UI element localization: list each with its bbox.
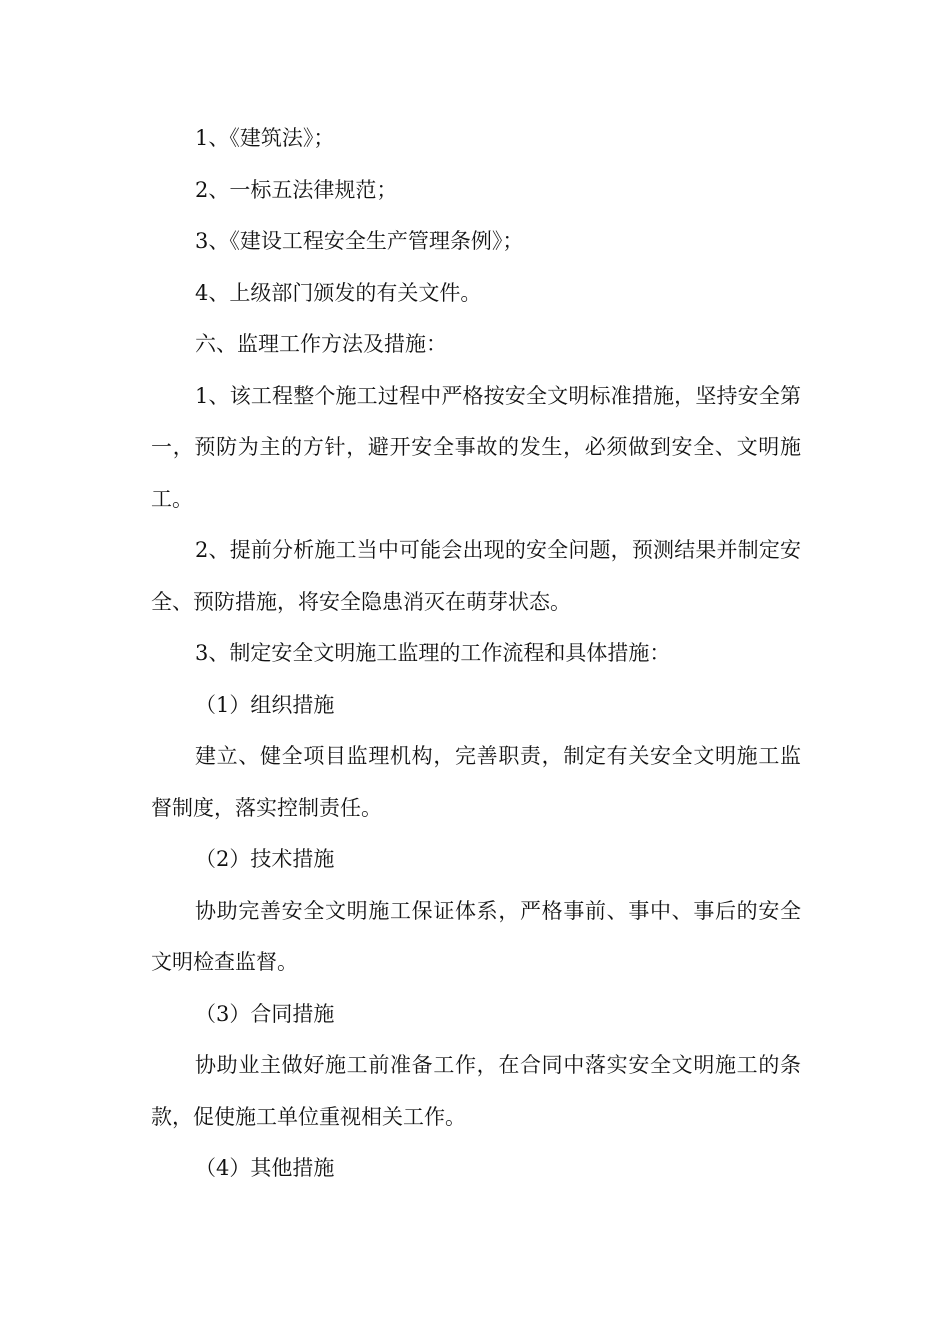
paragraph-method-2: 2、提前分析施工当中可能会出现的安全问题，预测结果并制定安全、预防措施，将安全隐患消灭在萌芽状态。	[151, 538, 801, 614]
subheading-other-measures: （4）其他措施	[195, 1156, 335, 1180]
subheading-contract-measures: （3）合同措施	[195, 1001, 335, 1026]
paragraph-technical-measures: 协助完善安全文明施工保证体系，严格事前、事中、事后的安全文明检查监督。	[151, 898, 801, 974]
section-heading-methods: 六、监理工作方法及措施：	[195, 332, 447, 356]
paragraph-contract-measures: 协助业主做好施工前准备工作，在合同中落实安全文明施工的条款，促使施工单位重视相关工作。	[151, 1053, 801, 1129]
paragraph-organization-measures: 建立、健全项目监理机构，完善职责，制定有关安全文明施工监督制度，落实控制责任。	[151, 744, 801, 820]
list-item-law-safety-regulation: 3、《建设工程安全生产管理条例》；	[195, 229, 524, 253]
paragraph-method-1: 1、该工程整个施工过程中严格按安全文明标准措施，坚持安全第一，预防为主的方针，避开安全事故的发生，必须做到安全、文明施工。	[151, 383, 801, 511]
subheading-technical-measures: （2）技术措施	[195, 847, 335, 871]
subheading-organization-measures: （1）组织措施	[195, 692, 335, 717]
list-item-law-standards: 2、一标五法律规范；	[195, 177, 398, 202]
document-body	[151, 113, 801, 1195]
list-item-law-building: 1、《建筑法》；	[195, 126, 335, 150]
list-item-law-documents: 4、上级部门颁发的有关文件。	[195, 280, 482, 305]
paragraph-method-3: 3、制定安全文明施工监理的工作流程和具体措施：	[195, 641, 671, 665]
